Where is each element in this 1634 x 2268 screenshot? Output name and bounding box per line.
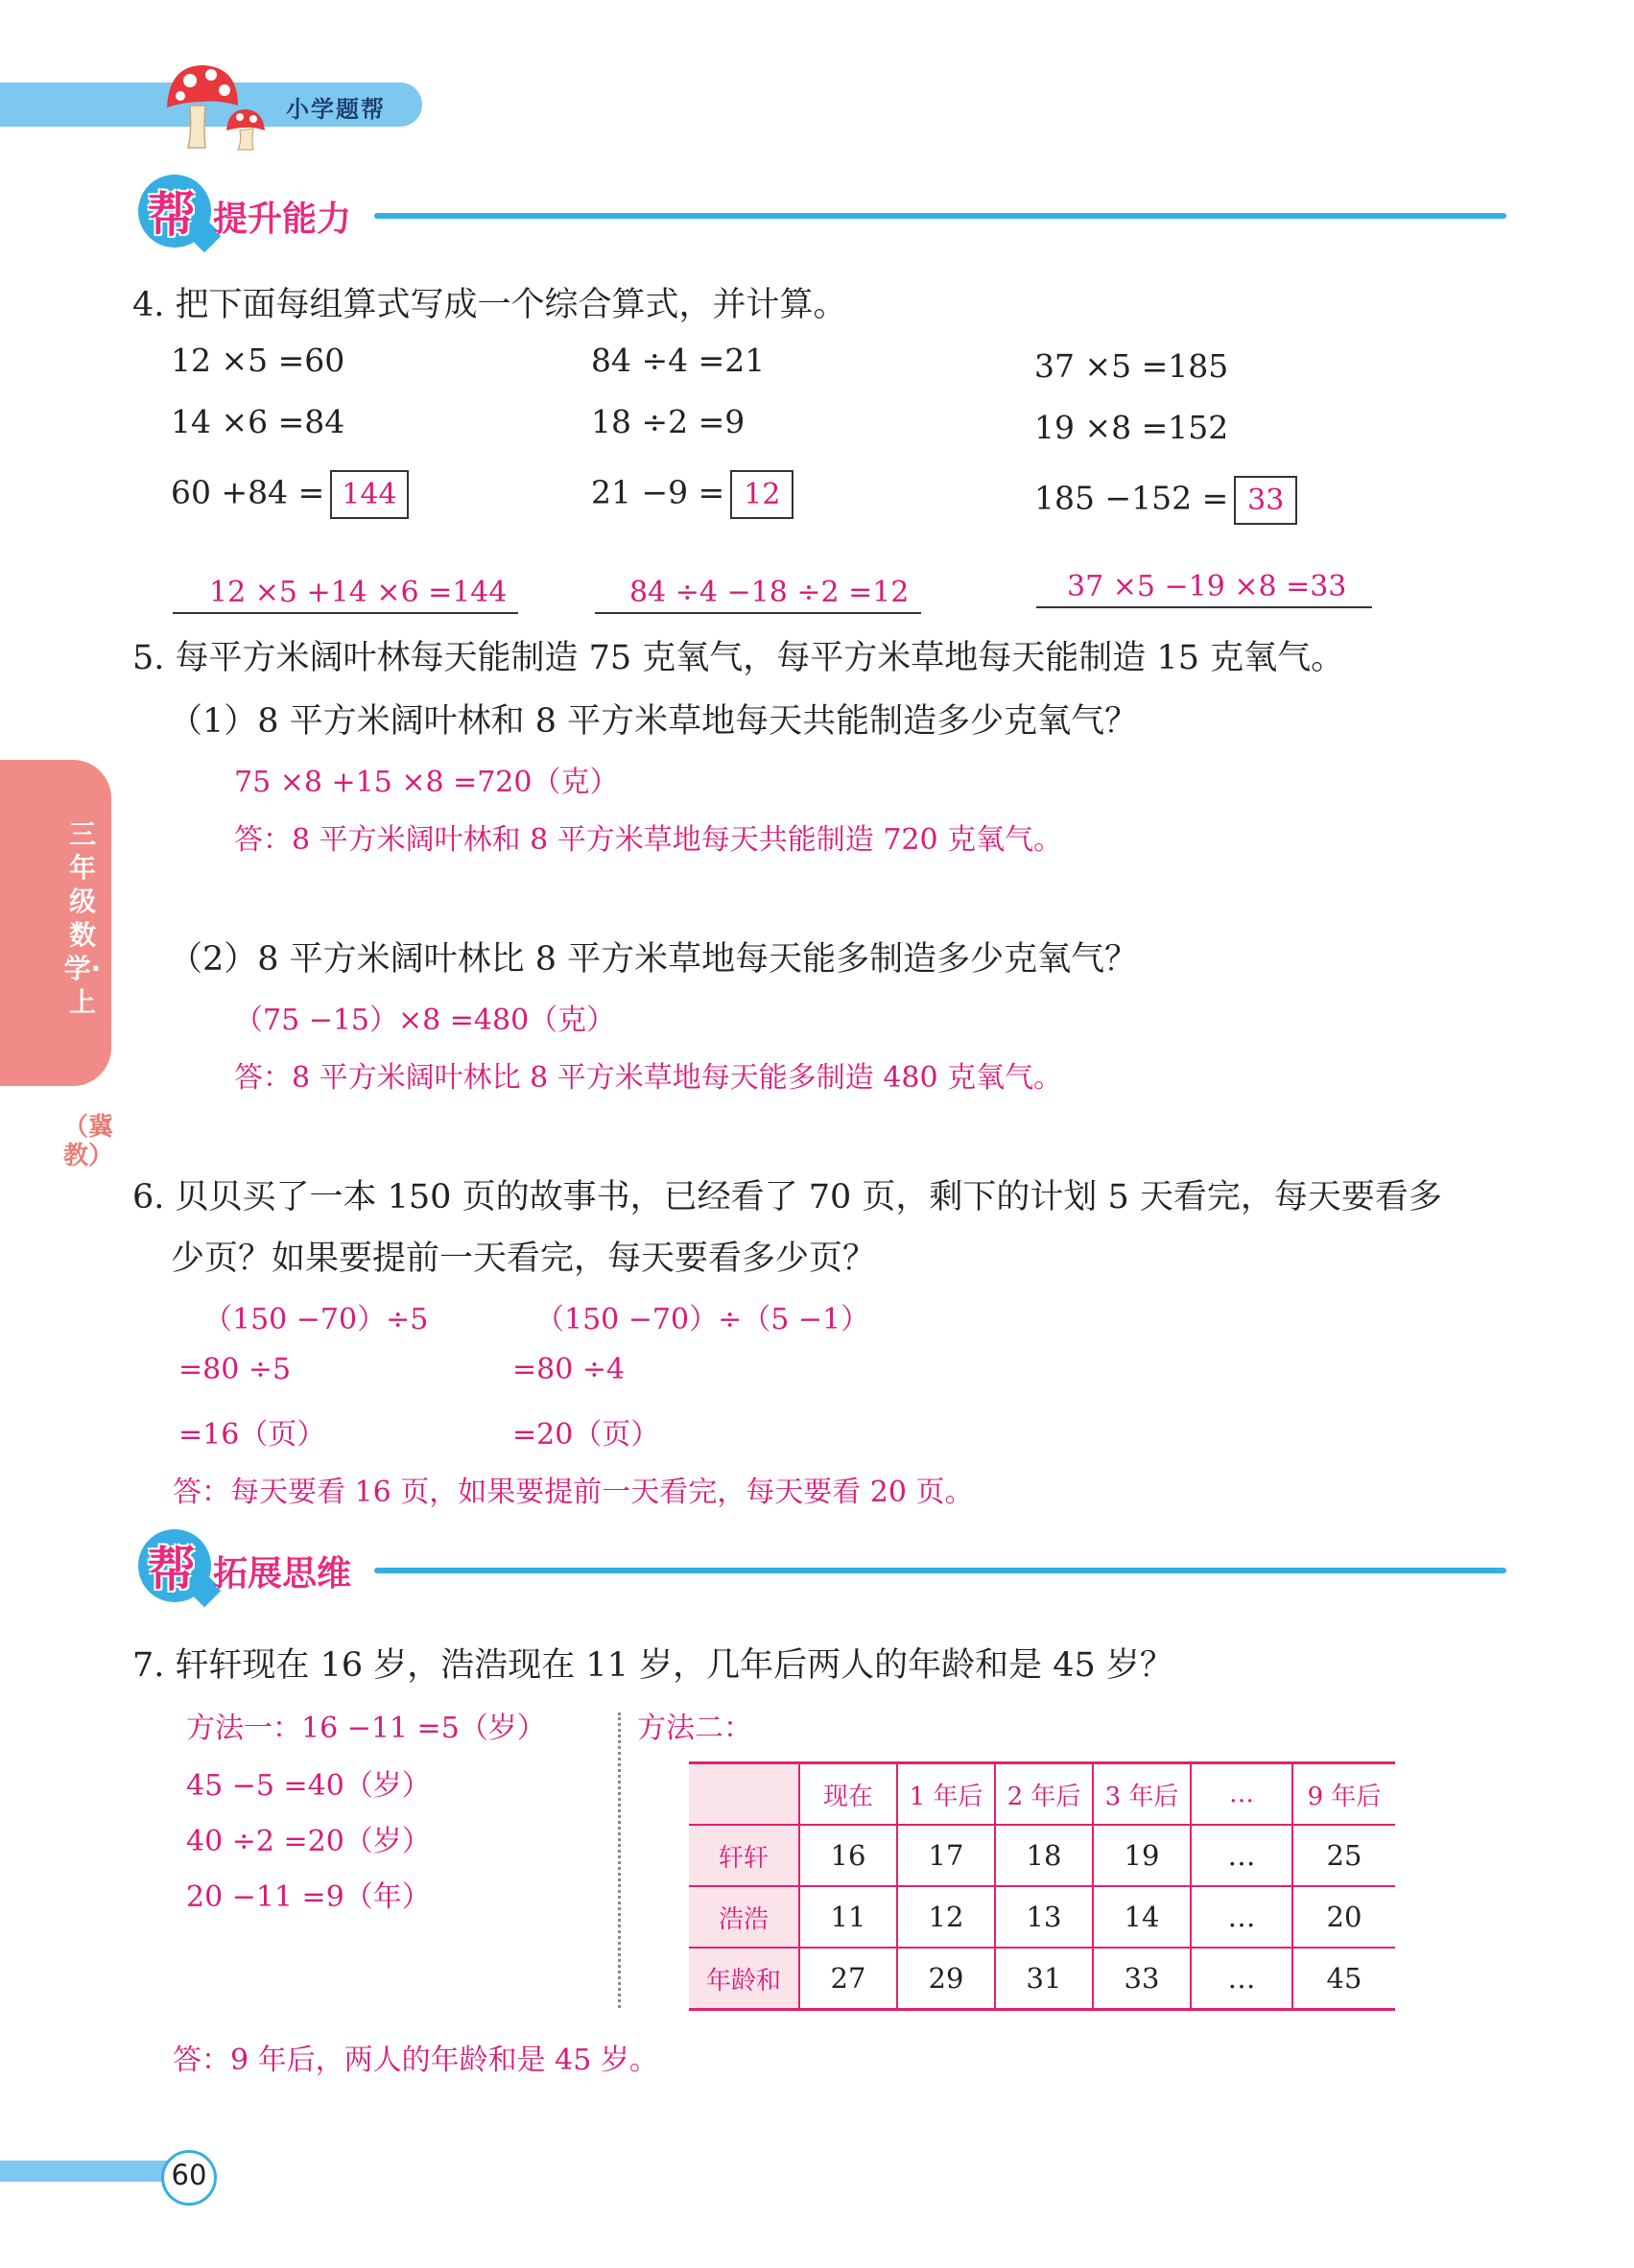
- q5-part2-calc: （75 −15）×8 =480（克）: [234, 1004, 616, 1037]
- page-number: 60: [171, 2159, 207, 2191]
- table-cell: 27: [799, 1948, 897, 2010]
- q5-part2: （2）8 平方米阔叶林比 8 平方米草地每天能多制造多少克氧气？: [169, 940, 1139, 979]
- q7-answer: 答：9 年后，两人的年龄和是 45 岁。: [173, 2044, 658, 2077]
- q4-g2-line3: 21 −9 = 12: [591, 470, 793, 519]
- answer-box: 12: [730, 470, 793, 519]
- q6-left-step1: （150 −70）÷5: [203, 1303, 429, 1336]
- table-cell: 29: [897, 1948, 995, 2010]
- table-cell: 16: [799, 1825, 897, 1886]
- table-cell: 12: [897, 1886, 995, 1948]
- q4-g3-combined: 37 ×5 −19 ×8 =33: [1067, 570, 1347, 603]
- section-title: 提升能力: [213, 200, 352, 239]
- q4-g1-combined: 12 ×5 +14 ×6 =144: [209, 576, 508, 609]
- underline: [173, 612, 518, 614]
- table-row: [689, 1825, 1395, 1886]
- section-header-ability: [134, 167, 1506, 253]
- table-cell: …: [1191, 1825, 1292, 1886]
- q7-method1-step3: 40 ÷2 =20（岁）: [186, 1825, 431, 1858]
- q4-g3-line3: 185 −152 = 33: [1034, 476, 1297, 525]
- section-bang-mark: 帮: [148, 187, 196, 243]
- table-header-cell: 2 年后: [995, 1763, 1093, 1826]
- q4-g2-line1: 84 ÷4 =21: [591, 342, 766, 379]
- table-cell: 45: [1292, 1948, 1395, 2010]
- q4-g1-line1: 12 ×5 =60: [171, 342, 345, 379]
- mushroom-icon: [161, 56, 276, 152]
- table-cell: 18: [995, 1825, 1093, 1886]
- table-cell: 25: [1292, 1825, 1395, 1886]
- q7-method1-step4: 20 −11 =9（年）: [186, 1880, 431, 1914]
- age-table: [689, 1761, 1395, 2011]
- table-corner-cell: [689, 1763, 799, 1826]
- table-header-cell: 现在: [799, 1763, 897, 1826]
- table-cell: 17: [897, 1825, 995, 1886]
- table-cell: …: [1191, 1886, 1292, 1948]
- question-6-title-line2: 少页？如果要提前一天看完，每天要看多少页？: [171, 1240, 877, 1278]
- book-title: 小学题帮: [286, 96, 386, 123]
- question-6-title-line1: 6. 贝贝买了一本 150 页的故事书，已经看了 70 页，剩下的计划 5 天看完，每天要看多: [132, 1178, 1442, 1217]
- section-header-thinking: [134, 1522, 1506, 1608]
- question-4-title: 4. 把下面每组算式写成一个综合算式，并计算。: [132, 286, 847, 324]
- answer-box: 144: [330, 470, 408, 519]
- question-7-title: 7. 轩轩现在 16 岁，浩浩现在 11 岁，几年后两人的年龄和是 45 岁？: [132, 1646, 1173, 1685]
- table-header-cell: …: [1191, 1763, 1292, 1826]
- q5-part1: （1）8 平方米阔叶林和 8 平方米草地每天共能制造多少克氧气？: [169, 702, 1139, 741]
- table-row: [689, 1948, 1395, 2010]
- table-cell: 20: [1292, 1886, 1395, 1948]
- table-row: [689, 1886, 1395, 1948]
- table-header-cell: 1 年后: [897, 1763, 995, 1826]
- table-cell: 33: [1093, 1948, 1191, 2010]
- side-tab-text: 三年级数学·上: [63, 818, 102, 1018]
- dotted-divider: [618, 1713, 621, 2008]
- q6-right-step1: （150 −70）÷（5 −1）: [535, 1303, 870, 1336]
- q7-method1-step1: 方法一：16 −11 =5（岁）: [186, 1712, 546, 1745]
- table-header-cell: 3 年后: [1093, 1763, 1191, 1826]
- table-cell: 13: [995, 1886, 1093, 1948]
- q6-left-step3: =16（页）: [178, 1418, 326, 1452]
- q5-part2-answer: 答：8 平方米阔叶林比 8 平方米草地每天能多制造 480 克氧气。: [234, 1061, 1063, 1095]
- side-tab-edition: （冀教）: [63, 1113, 114, 1170]
- underline: [595, 612, 921, 614]
- row-label: 年龄和: [689, 1948, 799, 2010]
- table-header-row: [689, 1763, 1395, 1826]
- section-bang-mark: 帮: [148, 1542, 196, 1597]
- q7-method1-step2: 45 −5 =40（岁）: [186, 1769, 431, 1803]
- q6-left-step2: =80 ÷5: [178, 1353, 292, 1386]
- q4-g1-line2: 14 ×6 =84: [171, 403, 345, 440]
- q4-g1-line3: 60 +84 = 144: [171, 470, 409, 519]
- table-cell: 19: [1093, 1825, 1191, 1886]
- q4-g2-line2: 18 ÷2 =9: [591, 403, 746, 440]
- q6-right-step2: =80 ÷4: [512, 1353, 626, 1386]
- q7-method2-label: 方法二：: [637, 1712, 752, 1745]
- answer-box: 33: [1234, 476, 1297, 525]
- underline: [1036, 606, 1372, 608]
- row-label: 浩浩: [689, 1886, 799, 1948]
- table-header-cell: 9 年后: [1292, 1763, 1395, 1826]
- q4-g3-line2: 19 ×8 =152: [1034, 409, 1229, 446]
- q4-g3-line1: 37 ×5 =185: [1034, 347, 1229, 385]
- section-title: 拓展思维: [213, 1554, 352, 1594]
- table-cell: 11: [799, 1886, 897, 1948]
- table-cell: 14: [1093, 1886, 1191, 1948]
- q5-part1-answer: 答：8 平方米阔叶林和 8 平方米草地每天共能制造 720 克氧气。: [234, 823, 1063, 857]
- question-5-title: 5. 每平方米阔叶林每天能制造 75 克氧气，每平方米草地每天能制造 15 克氧气。: [132, 639, 1345, 677]
- q4-g2-combined: 84 ÷4 −18 ÷2 =12: [629, 576, 910, 609]
- row-label: 轩轩: [689, 1825, 799, 1886]
- table-cell: …: [1191, 1948, 1292, 2010]
- q5-part1-calc: 75 ×8 +15 ×8 =720（克）: [234, 766, 619, 799]
- table-cell: 31: [995, 1948, 1093, 2010]
- q6-answer: 答：每天要看 16 页，如果要提前一天看完，每天要看 20 页。: [173, 1476, 974, 1509]
- q6-right-step3: =20（页）: [512, 1418, 660, 1452]
